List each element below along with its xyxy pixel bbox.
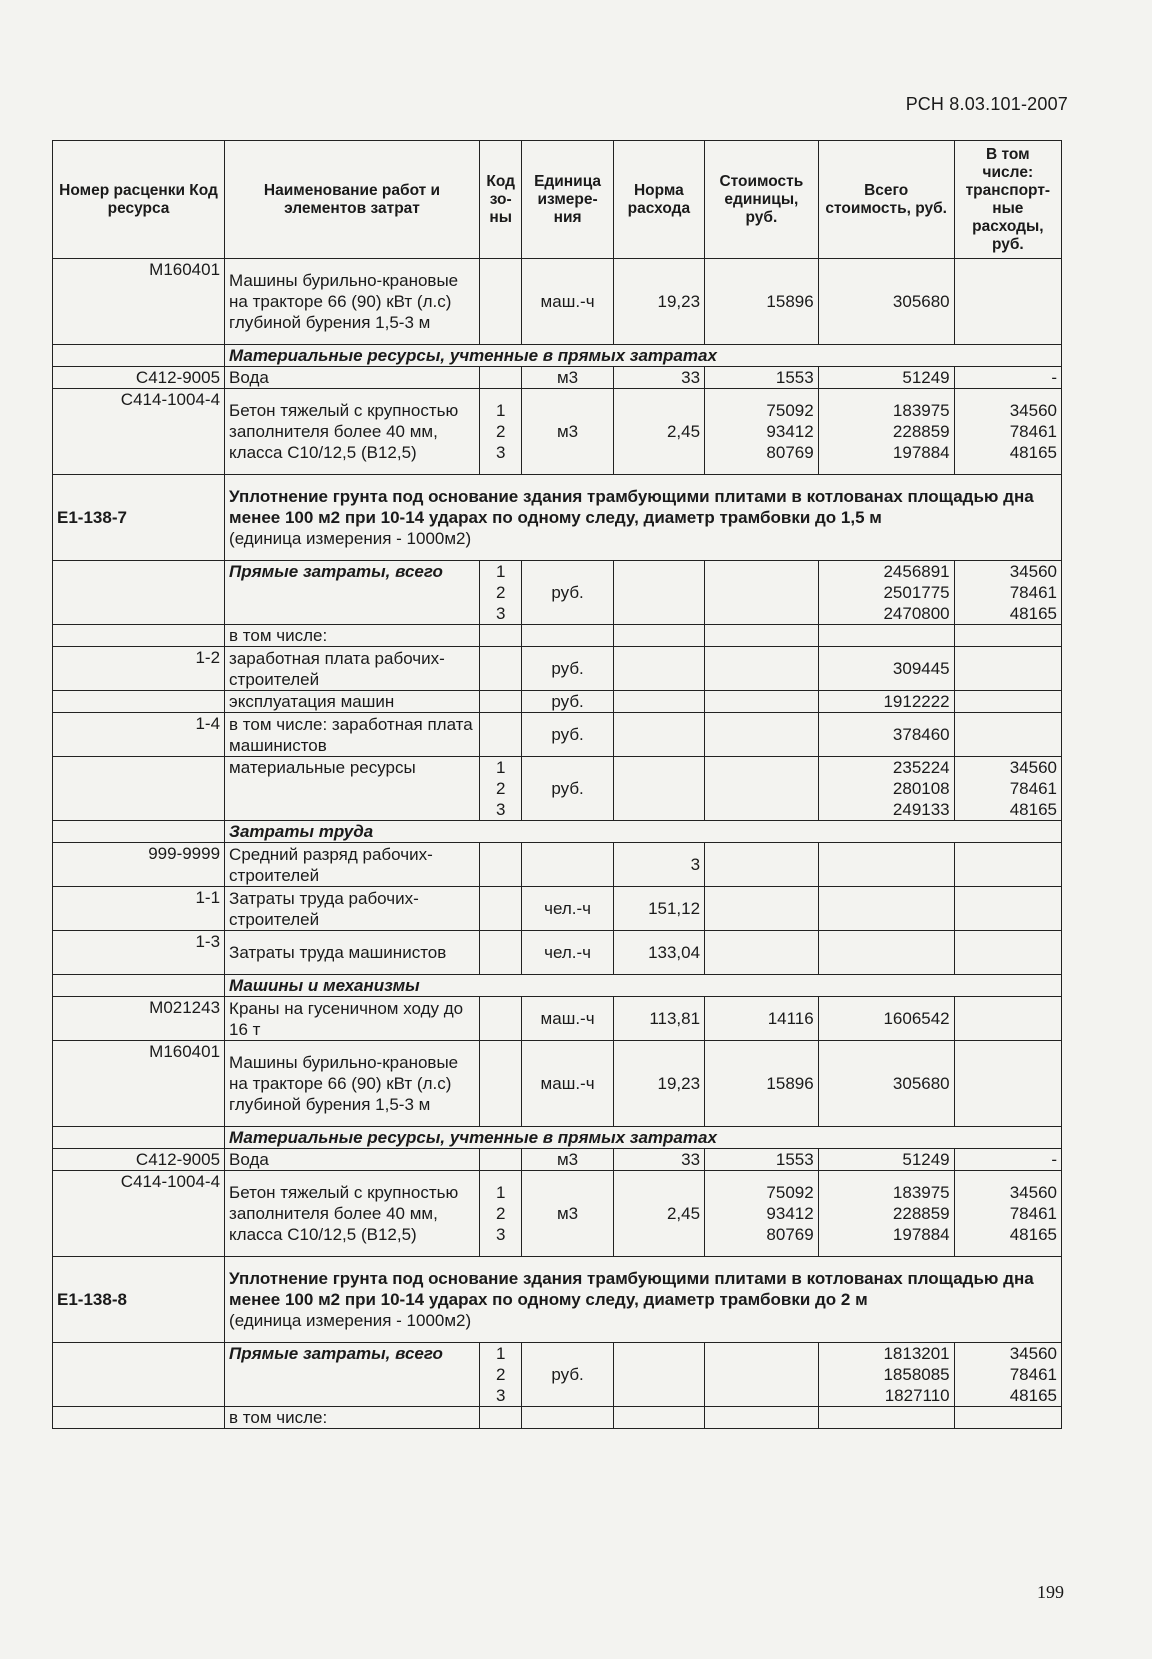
table-row [53,931,1062,975]
resource-code: 1-2 [53,647,225,691]
resource-code: М160401 [53,259,225,345]
rate-code: Е1-138-8 [53,1257,225,1343]
zone-cell [479,259,521,345]
header-total-cost: Всего стоимость, руб. [818,141,954,259]
table-row [53,757,1062,821]
resource-name: Средний разряд рабочих-строителей [225,843,480,887]
resource-name: Машины бурильно-крановые на тракторе 66 (90) кВт (л.с) глубиной бурения 1,5-3 м [225,259,480,345]
rate-title-text: Уплотнение грунта под основание здания трамбующими плитами в котлованах площадью дна менее 100 м2 при 10-14 ударах по одному следу, диаметр трамбовки до 1,5 м [229,487,1034,527]
unit-cell: чел.-ч [522,931,613,975]
rate-title-row [53,475,1062,561]
resource-name: Бетон тяжелый с крупностью заполнителя более 40 мм, класса С10/12,5 (В12,5) [225,1171,480,1257]
resource-name: Бетон тяжелый с крупностью заполнителя более 40 мм, класса С10/12,5 (В12,5) [225,389,480,475]
rate-code: Е1-138-7 [53,475,225,561]
norm-cell: 133,04 [613,931,704,975]
unit-cell: руб. [522,713,613,757]
rate-title-text: Уплотнение грунта под основание здания трамбующими плитами в котлованах площадью дна менее 100 м2 при 10-14 ударах по одному следу, диаметр трамбовки до 2 м [229,1269,1034,1309]
resource-name: Прямые затраты, всего [225,1343,480,1407]
section-row [53,975,1062,997]
total-cost-cell: 183975 228859 197884 [818,1171,954,1257]
unit-cost-cell: 14116 [705,997,819,1041]
unit-cell: маш.-ч [522,1041,613,1127]
total-cost-cell: 51249 [818,1149,954,1171]
total-cost-cell: 1912222 [818,691,954,713]
unit-cell: м3 [522,389,613,475]
unit-cell: руб. [522,757,613,821]
table-row [53,691,1062,713]
zone-cell: 1 2 3 [479,1171,521,1257]
table-row [53,887,1062,931]
norm-cell: 2,45 [613,1171,704,1257]
total-cost-cell: 235224 280108 249133 [818,757,954,821]
section-row [53,821,1062,843]
header-norm: Норма расхода [613,141,704,259]
total-cost-cell: 183975 228859 197884 [818,389,954,475]
header-transport: В том числе: транспорт- ные расходы, руб. [954,141,1061,259]
resource-name: в том числе: [225,625,480,647]
resource-name: в том числе: заработная плата машинистов [225,713,480,757]
total-cost-cell: 378460 [818,713,954,757]
header-code: Номер расценки Код ресурса [53,141,225,259]
section-row [53,345,1062,367]
resource-code: 999-9999 [53,843,225,887]
header-name: Наименование работ и элементов затрат [225,141,480,259]
unit-cell: м3 [522,1149,613,1171]
document-code: РСН 8.03.101-2007 [905,94,1068,114]
transport-cell: - [954,367,1061,389]
unit-cell: руб. [522,1343,613,1407]
section-title: Машины и механизмы [225,975,1062,997]
total-cost-cell: 1813201 1858085 1827110 [818,1343,954,1407]
table-header-row [53,141,1062,259]
resource-name: Вода [225,367,480,389]
norm-cell: 33 [613,1149,704,1171]
unit-cell: маш.-ч [522,259,613,345]
unit-cost-cell: 1553 [705,367,819,389]
section-title: Материальные ресурсы, учтенные в прямых затратах [225,1127,1062,1149]
rate-unit-note: (единица измерения - 1000м2) [229,529,472,548]
norm-cell: 19,23 [613,259,704,345]
header-unit-cost: Стоимость единицы, руб. [705,141,819,259]
rate-unit-note: (единица измерения - 1000м2) [229,1311,472,1330]
unit-cell: руб. [522,691,613,713]
header-zone: Код зо- ны [479,141,521,259]
section-row [53,1127,1062,1149]
total-cost-cell: 305680 [818,1041,954,1127]
resource-code: 1-3 [53,931,225,975]
unit-cost-cell: 1553 [705,1149,819,1171]
table-row [53,561,1062,625]
total-cost-cell: 309445 [818,647,954,691]
total-cost-cell: 2456891 2501775 2470800 [818,561,954,625]
transport-cell: - [954,1149,1061,1171]
resource-code: С414-1004-4 [53,1171,225,1257]
norm-cell: 151,12 [613,887,704,931]
table-row [53,843,1062,887]
rate-title [225,1257,1062,1343]
table-row [53,997,1062,1041]
table-row [53,1149,1062,1171]
zone-cell: 1 2 3 [479,389,521,475]
table-row [53,1343,1062,1407]
norm-cell: 113,81 [613,997,704,1041]
table-row [53,367,1062,389]
table-row [53,1407,1062,1429]
unit-cost-cell: 75092 93412 80769 [705,389,819,475]
total-cost-cell: 305680 [818,259,954,345]
unit-cost-cell: 15896 [705,259,819,345]
resource-name: Вода [225,1149,480,1171]
resource-name: в том числе: [225,1407,480,1429]
table-row [53,647,1062,691]
transport-cell [954,259,1061,345]
resource-code: М021243 [53,997,225,1041]
zone-cell: 1 2 3 [479,757,521,821]
unit-cell: маш.-ч [522,997,613,1041]
rates-table [52,140,1062,1429]
resource-name: материальные ресурсы [225,757,480,821]
transport-cell: 34560 78461 48165 [954,1171,1061,1257]
norm-cell: 33 [613,367,704,389]
unit-cell: м3 [522,367,613,389]
resource-code: С412-9005 [53,1149,225,1171]
resource-name: Машины бурильно-крановые на тракторе 66 (90) кВт (л.с) глубиной бурения 1,5-3 м [225,1041,480,1127]
norm-cell: 19,23 [613,1041,704,1127]
resource-name: Затраты труда рабочих-строителей [225,887,480,931]
table-row [53,389,1062,475]
resource-name: Краны на гусеничном ходу до 16 т [225,997,480,1041]
transport-cell: 34560 78461 48165 [954,757,1061,821]
rate-title [225,475,1062,561]
unit-cell: м3 [522,1171,613,1257]
total-cost-cell: 51249 [818,367,954,389]
page-number: 199 [1037,1582,1064,1602]
table-row [53,1171,1062,1257]
unit-cost-cell: 15896 [705,1041,819,1127]
transport-cell: 34560 78461 48165 [954,389,1061,475]
resource-name: Затраты труда машинистов [225,931,480,975]
section-title: Материальные ресурсы, учтенные в прямых затратах [225,345,1062,367]
table-row [53,713,1062,757]
table-row [53,625,1062,647]
unit-cost-cell: 75092 93412 80769 [705,1171,819,1257]
table-row [53,1041,1062,1127]
norm-cell: 3 [613,843,704,887]
transport-cell: 34560 78461 48165 [954,1343,1061,1407]
table-row [53,259,1062,345]
total-cost-cell: 1606542 [818,997,954,1041]
resource-code: 1-1 [53,887,225,931]
section-title: Затраты труда [225,821,1062,843]
header-unit: Единица измере- ния [522,141,613,259]
resource-name: Прямые затраты, всего [225,561,480,625]
norm-cell: 2,45 [613,389,704,475]
zone-cell: 1 2 3 [479,561,521,625]
unit-cell: руб. [522,647,613,691]
rate-title-row [53,1257,1062,1343]
resource-name: заработная плата рабочих-строителей [225,647,480,691]
zone-cell: 1 2 3 [479,1343,521,1407]
transport-cell: 34560 78461 48165 [954,561,1061,625]
unit-cell: руб. [522,561,613,625]
resource-code: С412-9005 [53,367,225,389]
resource-code: М160401 [53,1041,225,1127]
resource-code: С414-1004-4 [53,389,225,475]
resource-code: 1-4 [53,713,225,757]
resource-name: эксплуатация машин [225,691,480,713]
unit-cell: чел.-ч [522,887,613,931]
